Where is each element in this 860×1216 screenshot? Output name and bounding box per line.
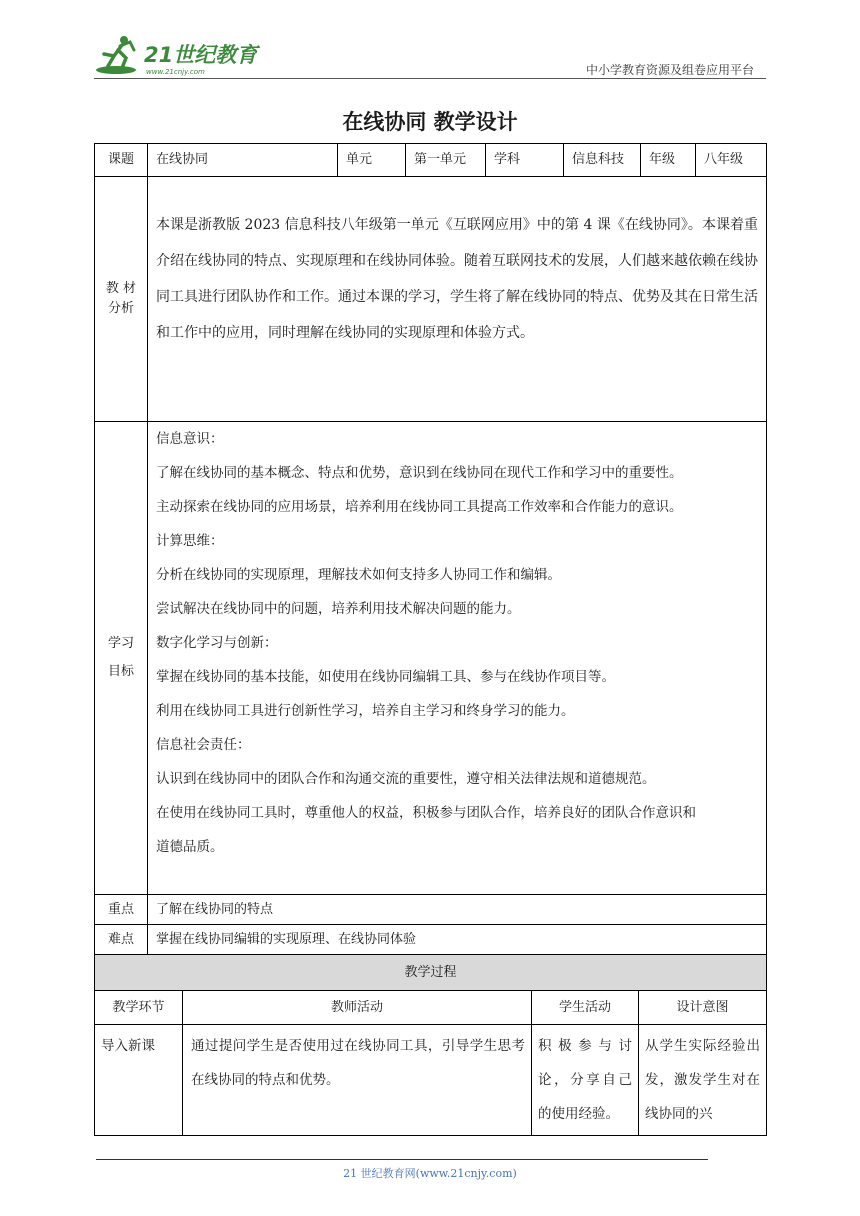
difficulty-row	[95, 925, 767, 955]
process-row	[95, 1025, 767, 1136]
objective-line: 分析在线协同的实现原理，理解技术如何支持多人协同工作和编辑。	[156, 567, 561, 583]
subject-label: 学科	[486, 144, 564, 177]
key-point-row	[95, 895, 767, 925]
header-stage: 教学环节	[95, 991, 183, 1025]
key-point-label: 重点	[95, 895, 148, 925]
stage-cell: 导入新课	[95, 1025, 183, 1136]
header-divider	[94, 78, 766, 79]
objectives-text	[148, 422, 767, 895]
analysis-text: 本课是浙教版 2023 信息科技八年级第一单元《互联网应用》中的第 4 课《在线协同》。本课着重介绍在线协同的特点、实现原理和在线协同体验。随着互联网技术的发展，人们越来越依赖在线协同工具进行团队协作和工作。通过本课的学习，学生将了解在线协同的特点、优势及其在日常生活和工作中的应用，同时理解在线协同的实现原理和体验方式。	[148, 177, 767, 422]
objectives-row	[95, 422, 767, 895]
objective-line: 主动探索在线协同的应用场景，培养利用在线协同工具提高工作效率和合作能力的意识。	[156, 499, 683, 515]
process-header-row	[95, 991, 767, 1025]
objective-line: 数字化学习与创新：	[156, 635, 278, 651]
topic-value: 在线协同	[148, 144, 338, 177]
objective-line: 信息社会责任：	[156, 737, 251, 753]
footer-divider	[96, 1159, 708, 1160]
page-header	[94, 34, 766, 78]
student-cell: 积 极 参 与 讨论，分享自己的使用经验。	[532, 1025, 639, 1136]
key-point-value: 了解在线协同的特点	[148, 895, 767, 925]
objective-line: 道德品质。	[156, 839, 224, 855]
difficulty-value: 掌握在线协同编辑的实现原理、在线协同体验	[148, 925, 767, 955]
platform-name: 中小学教育资源及组卷应用平台	[585, 63, 754, 77]
grade-label: 年级	[641, 144, 696, 177]
process-title: 教学过程	[95, 955, 767, 991]
objective-line: 信息意识：	[156, 431, 224, 447]
analysis-label: 教 材 分析	[95, 177, 148, 422]
svg-text:21世纪教育: 21世纪教育	[144, 43, 258, 67]
unit-value: 第一单元	[406, 144, 486, 177]
objective-line: 认识到在线协同中的团队合作和沟通交流的重要性，遵守相关法律法规和道德规范。	[156, 771, 656, 787]
objective-line: 计算思维：	[156, 533, 224, 549]
teaching-process-table	[94, 954, 767, 1136]
objective-line: 了解在线协同的基本概念、特点和优势，意识到在线协同在现代工作和学习中的重要性。	[156, 465, 683, 481]
footer-link[interactable]: 21 世纪教育网(www.21cnjy.com)	[343, 1167, 517, 1180]
objective-line: 尝试解决在线协同中的问题，培养利用技术解决问题的能力。	[156, 601, 521, 617]
subject-value: 信息科技	[564, 144, 641, 177]
objective-line: 掌握在线协同的基本技能，如使用在线协同编辑工具、参与在线协作项目等。	[156, 669, 615, 685]
objectives-label: 学习 目标	[95, 422, 148, 895]
teacher-cell: 通过提问学生是否使用过在线协同工具，引导学生思考在线协同的特点和优势。	[183, 1025, 532, 1136]
topic-label: 课题	[95, 144, 148, 177]
intent-cell: 从学生实际经验出发，激发学生对在线协同的兴	[639, 1025, 767, 1136]
info-row	[95, 144, 767, 177]
unit-label: 单元	[338, 144, 406, 177]
process-title-row	[95, 955, 767, 991]
lesson-info-table	[94, 143, 767, 955]
objective-line: 利用在线协同工具进行创新性学习，培养自主学习和终身学习的能力。	[156, 703, 575, 719]
header-student: 学生活动	[532, 991, 639, 1025]
header-intent: 设计意图	[639, 991, 767, 1025]
objective-line: 在使用在线协同工具时，尊重他人的权益，积极参与团队合作，培养良好的团队合作意识和	[156, 805, 696, 821]
grade-value: 八年级	[696, 144, 767, 177]
analysis-row	[95, 177, 767, 422]
header-teacher: 教师活动	[183, 991, 532, 1025]
difficulty-label: 难点	[95, 925, 148, 955]
svg-text:www.21cnjy.com: www.21cnjy.com	[146, 68, 205, 76]
logo-icon	[94, 34, 264, 78]
page-title: 在线协同 教学设计	[342, 110, 518, 134]
